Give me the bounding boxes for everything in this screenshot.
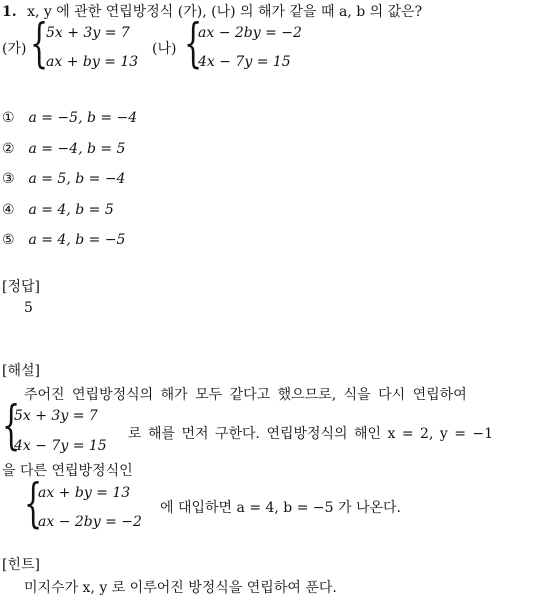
choice-text: a = 5, b = −4 <box>28 171 126 187</box>
choice-3[interactable] <box>2 171 125 187</box>
choice-text: a = −5, b = −4 <box>28 110 138 126</box>
explanation-sys1-brace: { <box>2 396 21 456</box>
system-na-eq2: 4x − 7y = 15 <box>198 54 291 70</box>
explanation-sys2-eq1: ax + by = 13 <box>38 485 131 501</box>
system-ga-eq2: ax + by = 13 <box>46 54 139 70</box>
choice-5[interactable] <box>2 232 125 248</box>
choice-text: a = 4, b = −5 <box>28 232 126 248</box>
system-na-brace: { <box>184 14 203 74</box>
choice-marker: ② <box>2 141 15 157</box>
hint-heading: [힌트] <box>2 557 40 573</box>
explanation-sys1-eq1: 5x + 3y = 7 <box>14 408 98 424</box>
choice-marker: ③ <box>2 171 15 187</box>
explanation-line1: 주어진 연립방정식의 해가 모두 같다고 했으므로, 식을 다시 연립하여 <box>24 387 467 403</box>
choice-text: a = 4, b = 5 <box>28 202 114 218</box>
question-text: x, y 에 관한 연립방정식 (가), (나) 의 해가 같을 때 a, b 의 값은? <box>27 4 423 20</box>
question-number: 1. <box>2 4 17 20</box>
answer-heading: [정답] <box>2 279 40 295</box>
choice-1[interactable] <box>2 110 137 126</box>
explanation-line2: 로 해를 먼저 구한다. 연립방정식의 해인 x = 2, y = −1 <box>128 426 494 442</box>
hint-text: 미지수가 x, y 로 이루어진 방정식을 연립하여 푼다. <box>24 580 337 596</box>
system-ga-eq1: 5x + 3y = 7 <box>46 25 130 41</box>
question-line <box>2 1 422 21</box>
choice-text: a = −4, b = 5 <box>28 141 126 157</box>
choice-4[interactable] <box>2 202 114 218</box>
choice-marker: ⑤ <box>2 232 15 248</box>
system-na-eq1: ax − 2by = −2 <box>198 25 302 41</box>
choice-2[interactable] <box>2 141 125 157</box>
system-ga-brace: { <box>30 14 49 74</box>
explanation-sys1-eq2: 4x − 7y = 15 <box>14 438 107 454</box>
explanation-line4: 에 대입하면 a = 4, b = −5 가 나온다. <box>160 500 401 516</box>
system-ga-label: (가) <box>2 41 27 57</box>
choice-marker: ④ <box>2 202 15 218</box>
system-na-label: (나) <box>152 41 177 57</box>
explanation-sys2-brace: { <box>24 474 43 534</box>
explanation-line3: 을 다른 연립방정식인 <box>2 463 133 479</box>
explanation-sys2-eq2: ax − 2by = −2 <box>38 514 142 530</box>
choice-marker: ① <box>2 110 15 126</box>
answer-value: 5 <box>24 300 33 316</box>
explanation-heading: [해설] <box>2 363 40 379</box>
